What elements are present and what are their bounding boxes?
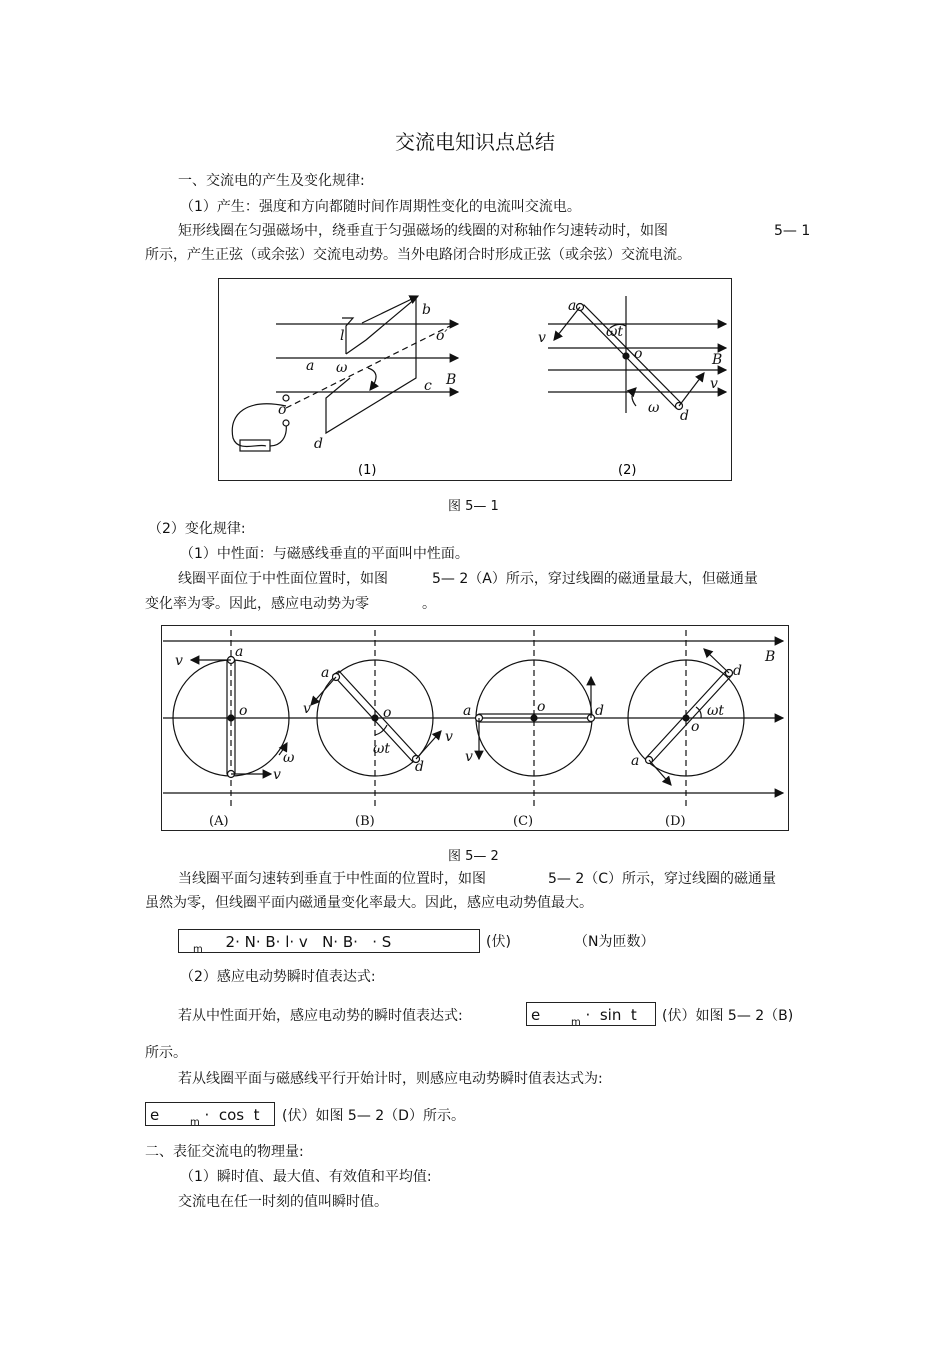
svg-text:d: d	[680, 408, 689, 424]
equation-cos-tail: (伏）如图 5— 2（D）所示。	[282, 1108, 465, 1124]
section-heading-1: 一、交流电的产生及变化规律:	[178, 173, 365, 189]
section-heading-2: 二、表征交流电的物理量:	[145, 1144, 304, 1160]
paragraph-neutral-a: 线圈平面位于中性面位置时，如图	[178, 571, 388, 587]
fig1-sub2: (2)	[618, 463, 637, 478]
svg-text:a: a	[463, 703, 472, 719]
equation-cos: e m · cos t	[145, 1102, 275, 1126]
svg-text:ω: ω	[283, 750, 295, 766]
svg-text:(A): (A)	[209, 814, 229, 829]
svg-text:ωt: ωt	[707, 703, 725, 719]
figure-5-2	[161, 625, 789, 831]
paragraph-generation: （1）产生：强度和方向都随时间作周期性变化的电流叫交流电。	[180, 199, 581, 215]
svg-text:o: o	[537, 699, 546, 715]
paragraph-instant-value: 交流电在任一时刻的值叫瞬时值。	[178, 1194, 388, 1210]
fig1-sub1: (1)	[358, 463, 377, 478]
svg-text:v: v	[538, 330, 546, 346]
equation-max-note: （N为匝数）	[574, 934, 655, 950]
figure-5-1-caption: 图 5— 1	[448, 499, 499, 514]
svg-text:ω: ω	[648, 400, 660, 416]
figure-ref: 5— 1	[774, 223, 811, 239]
equation-sin-tail: (伏）如图 5— 2（B)	[662, 1008, 794, 1024]
paragraph-shown: 所示。	[145, 1045, 187, 1061]
figure-5-1	[218, 278, 732, 481]
paragraph-max-b: 5— 2（C）所示，穿过线圈的磁通量	[548, 871, 777, 887]
svg-text:d: d	[733, 663, 742, 679]
svg-text:v: v	[273, 767, 281, 783]
page-title: 交流电知识点总结	[395, 130, 555, 154]
svg-text:o: o	[239, 703, 248, 719]
svg-text:ωt: ωt	[373, 741, 391, 757]
svg-text:a: a	[235, 644, 244, 660]
svg-text:d: d	[415, 759, 424, 775]
svg-text:v: v	[445, 729, 453, 745]
paragraph-law: （2）变化规律:	[148, 521, 246, 537]
svg-text:v: v	[303, 701, 311, 717]
svg-text:(D): (D)	[665, 814, 686, 829]
paragraph-values: （1）瞬时值、最大值、有效值和平均值:	[180, 1169, 432, 1185]
svg-text:o: o	[691, 719, 700, 735]
svg-text:d: d	[595, 703, 604, 719]
paragraph-coil-b: 所示，产生正弦（或余弦）交流电动势。当外电路闭合时形成正弦（或余弦）交流电流。	[145, 247, 691, 263]
figure-5-2-caption: 图 5— 2	[448, 849, 499, 864]
svg-text:c: c	[424, 378, 432, 394]
equation-max-emf: m 2· N· B· l· v N· B· · S	[178, 929, 480, 953]
svg-text:(C): (C)	[513, 814, 534, 829]
paragraph-from-neutral: 若从中性面开始，感应电动势的瞬时值表达式:	[178, 1008, 463, 1024]
paragraph-neutral-d: 。	[422, 596, 436, 612]
svg-text:B: B	[765, 649, 776, 665]
svg-text:l: l	[340, 328, 345, 344]
svg-text:(B): (B)	[355, 814, 375, 829]
svg-text:v: v	[175, 653, 183, 669]
paragraph-max-c: 虽然为零，但线圈平面内磁通量变化率最大。因此，感应电动势值最大。	[145, 895, 593, 911]
svg-text:o: o	[278, 402, 287, 418]
svg-text:B: B	[446, 372, 457, 388]
paragraph-max-a: 当线圈平面匀速转到垂直于中性面的位置时，如图	[178, 871, 486, 887]
paragraph-neutral-plane: （1）中性面：与磁感线垂直的平面叫中性面。	[180, 546, 469, 562]
svg-text:a: a	[306, 358, 315, 374]
svg-text:a: a	[321, 665, 330, 681]
paragraph-from-parallel: 若从线圈平面与磁感线平行开始计时，则感应电动势瞬时值表达式为:	[178, 1071, 603, 1087]
equation-max-unit: (伏)	[486, 934, 511, 950]
svg-text:a: a	[631, 753, 640, 769]
svg-text:v: v	[465, 749, 473, 765]
svg-text:v: v	[710, 376, 718, 392]
paragraph-instant: （2）感应电动势瞬时值表达式:	[180, 969, 376, 985]
paragraph-neutral-b: 5— 2（A）所示，穿过线圈的磁通量最大，但磁通量	[432, 571, 758, 587]
svg-text:d: d	[314, 436, 323, 452]
paragraph-neutral-c: 变化率为零。因此，感应电动势为零	[145, 596, 369, 612]
svg-text:a: a	[568, 298, 577, 314]
svg-text:o: o	[634, 346, 643, 362]
svg-text:b: b	[422, 302, 431, 318]
svg-text:ωt: ωt	[606, 324, 624, 340]
equation-sin: e m · sin t	[526, 1002, 656, 1026]
svg-text:ω: ω	[336, 360, 348, 376]
svg-text:B: B	[712, 352, 723, 368]
svg-text:o′: o′	[436, 328, 448, 344]
svg-text:o: o	[383, 705, 392, 721]
paragraph-coil-a: 矩形线圈在匀强磁场中，绕垂直于匀强磁场的线圈的对称轴作匀速转动时，如图	[178, 223, 668, 239]
